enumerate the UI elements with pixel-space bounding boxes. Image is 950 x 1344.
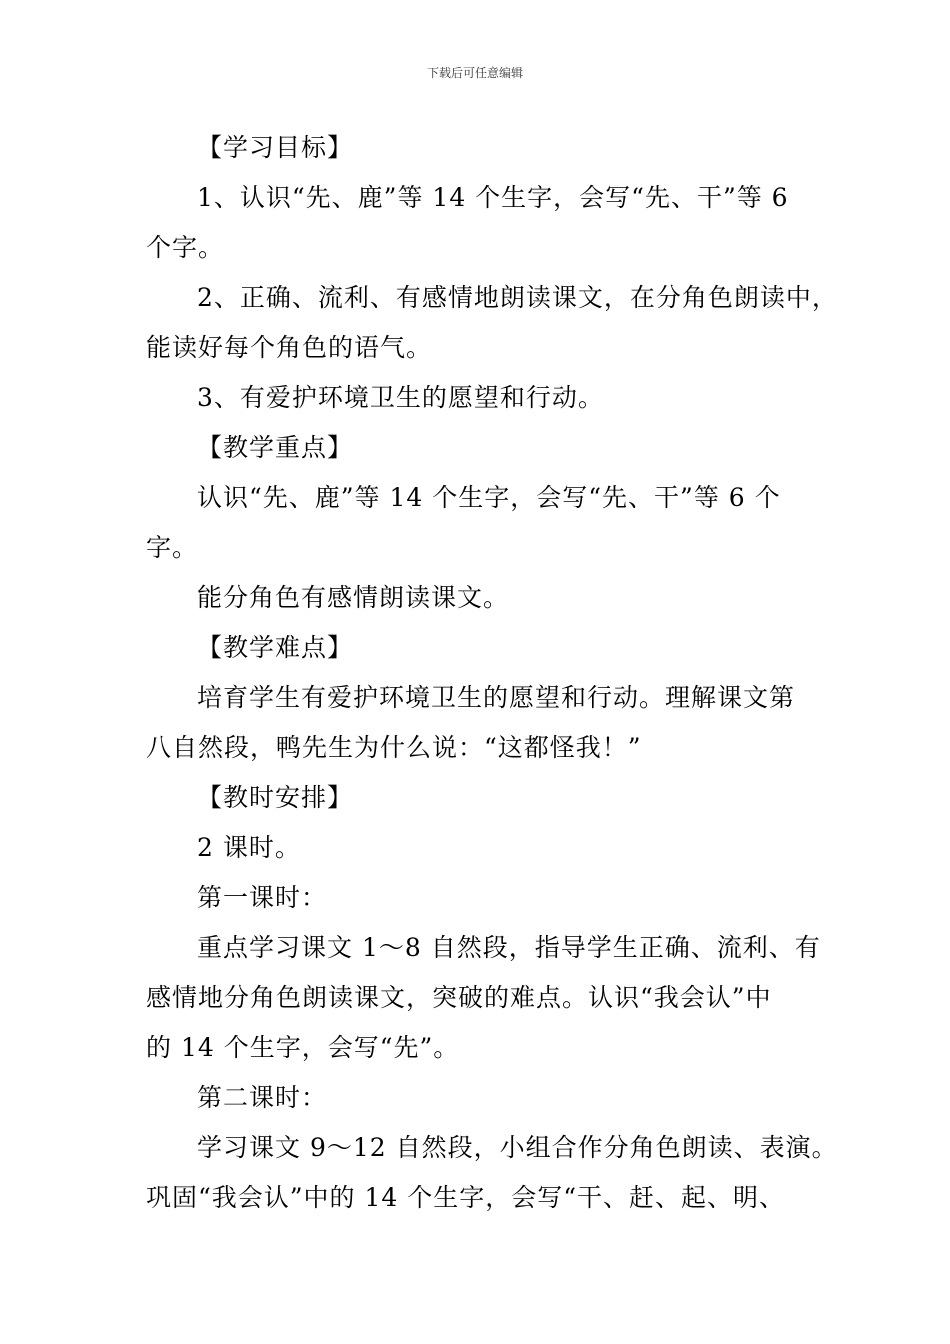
text-line: 字。 — [146, 533, 199, 562]
text-line: 的 14 个生字，会写“先”。 — [146, 1033, 460, 1062]
text-line: 八自然段，鸭先生为什么说：“这都怪我！” — [146, 733, 642, 762]
text-line: 1、认识“先、鹿”等 14 个生字，会写“先、干”等 6 — [197, 183, 789, 212]
section-heading-key-points: 【教学重点】 — [197, 433, 354, 462]
text-line: 学习课文 9～12 自然段，小组合作分角色朗读、表演。 — [197, 1133, 838, 1162]
page-header-note: 下载后可任意编辑 — [426, 66, 523, 80]
lesson-heading-first: 第一课时： — [197, 883, 328, 912]
text-line: 能读好每个角色的语气。 — [146, 333, 433, 362]
text-line: 感情地分角色朗读课文，突破的难点。认识“我会认”中 — [146, 983, 772, 1012]
text-line: 能分角色有感情朗读课文。 — [197, 583, 510, 612]
text-line: 2、正确、流利、有感情地朗读课文，在分角色朗读中， — [197, 283, 838, 312]
text-line: 2 课时。 — [197, 833, 301, 862]
document-body — [146, 123, 838, 1223]
lesson-heading-second: 第二课时： — [197, 1083, 328, 1112]
section-heading-objectives: 【学习目标】 — [197, 133, 354, 162]
text-line: 认识“先、鹿”等 14 个生字，会写“先、干”等 6 个 — [197, 483, 781, 512]
text-line: 培育学生有爱护环境卫生的愿望和行动。理解课文第 — [197, 683, 796, 712]
text-line: 重点学习课文 1～8 自然段，指导学生正确、流利、有 — [197, 933, 821, 962]
text-line: 个字。 — [146, 233, 225, 262]
section-heading-schedule: 【教时安排】 — [197, 783, 354, 812]
text-line: 巩固“我会认”中的 14 个生字，会写“干、赶、起、明、 — [146, 1183, 786, 1212]
text-line: 3、有爱护环境卫生的愿望和行动。 — [197, 383, 604, 412]
section-heading-difficulties: 【教学难点】 — [197, 633, 354, 662]
